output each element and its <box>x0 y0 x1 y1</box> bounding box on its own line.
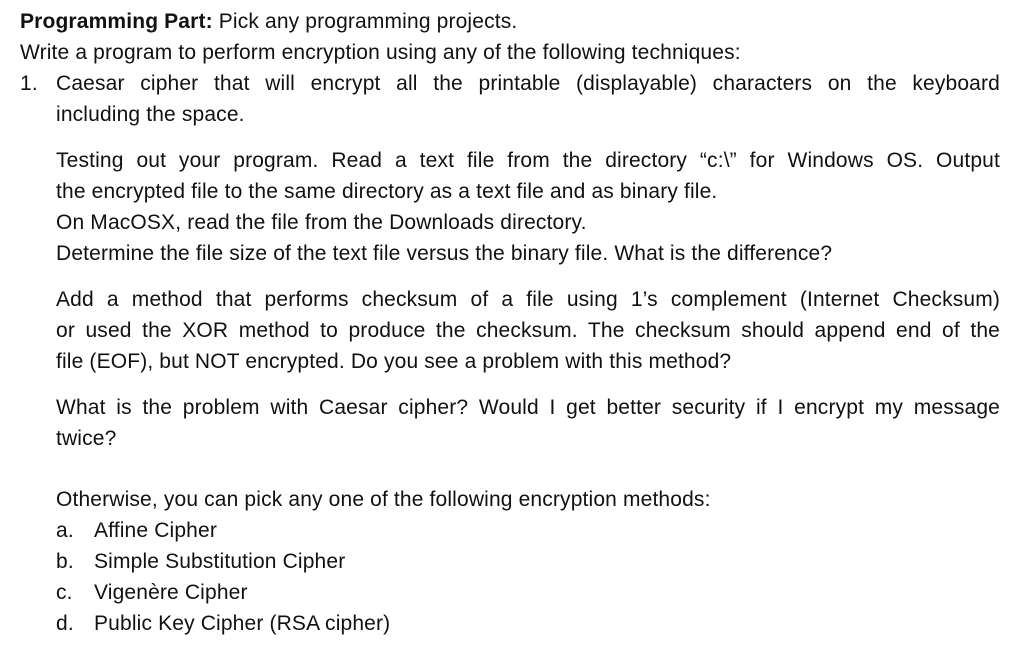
method-letter: c. <box>56 581 73 604</box>
heading-line <box>20 6 517 37</box>
question-line2: twice? <box>56 427 117 450</box>
intro-text: Write a program to perform encryption using any of the following techniques: <box>20 41 741 64</box>
checksum-line2: or used the XOR method to produce the checksum. The checksum should append end of the <box>56 319 1000 342</box>
heading-text: Pick any programming projects. <box>212 10 518 33</box>
method-letter: a. <box>56 519 74 542</box>
testing-line4: Determine the file size of the text file versus the binary file. What is the difference? <box>56 242 833 265</box>
item-number: 1. <box>20 72 38 95</box>
question-line1: What is the problem with Caesar cipher? Would I get better security if I encrypt my message <box>56 396 1000 419</box>
method-name: Vigenère Cipher <box>94 581 248 604</box>
method-name: Affine Cipher <box>94 519 217 542</box>
heading-label: Programming Part: <box>20 10 213 33</box>
testing-line2: the encrypted file to the same directory as a text file and as binary file. <box>56 180 718 203</box>
method-letter: d. <box>56 612 74 635</box>
method-letter: b. <box>56 550 74 573</box>
item1-line1: Caesar cipher that will encrypt all the printable (displayable) characters on the keyboard <box>56 72 1000 95</box>
testing-line3: On MacOSX, read the file from the Downloads directory. <box>56 211 587 234</box>
checksum-line1: Add a method that performs checksum of a file using 1’s complement (Internet Checksum) <box>56 288 1000 311</box>
method-name: Public Key Cipher (RSA cipher) <box>94 612 391 635</box>
item1-line2: including the space. <box>56 103 245 126</box>
method-name: Simple Substitution Cipher <box>94 550 346 573</box>
otherwise-text: Otherwise, you can pick any one of the following encryption methods: <box>56 488 711 511</box>
testing-line1: Testing out your program. Read a text file from the directory “c:\” for Windows OS. Output <box>56 149 1000 172</box>
checksum-line3: file (EOF), but NOT encrypted. Do you see a problem with this method? <box>56 350 732 373</box>
